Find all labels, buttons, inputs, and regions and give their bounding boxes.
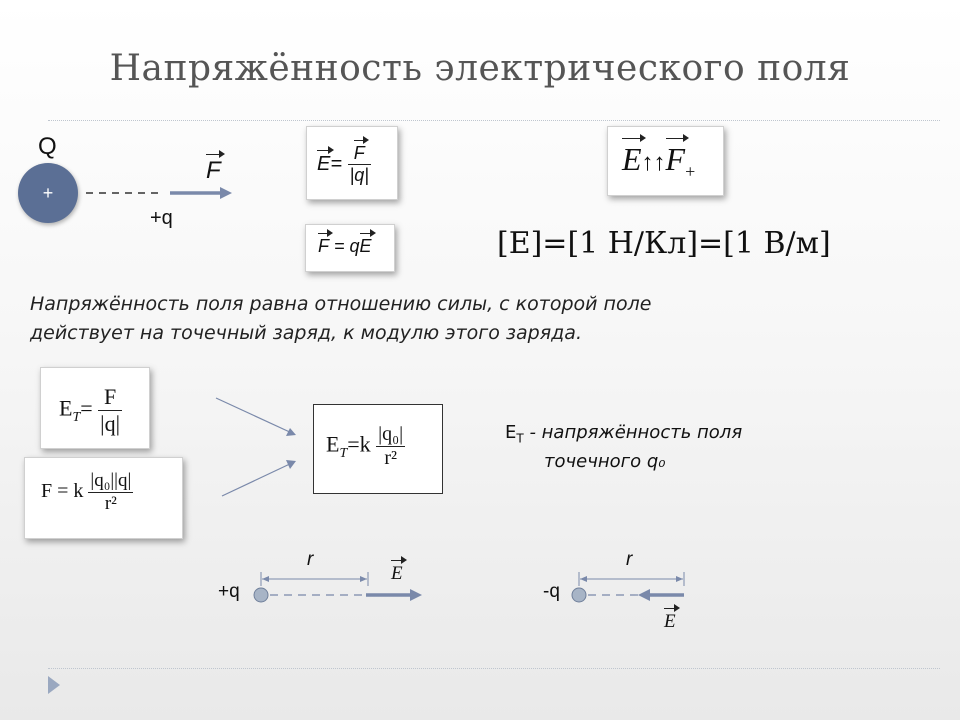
page-title: Напряжённость электрического поля bbox=[109, 48, 851, 89]
source-charge-circle bbox=[18, 163, 78, 223]
negative-test-charge-label: -q bbox=[543, 581, 560, 602]
field-definition-card: E= $\frac{F}{|q|}$ bbox=[306, 126, 398, 200]
next-slide-icon[interactable] bbox=[48, 676, 60, 694]
units-formula: [E]=[1 Н/Кл]=[1 В/м] bbox=[497, 226, 831, 261]
positive-sign: + bbox=[42, 183, 54, 203]
field-annotation: $E_T$ - напряжённость поля bbox=[505, 422, 743, 446]
force-formula-card: F = qE bbox=[305, 224, 395, 272]
footer-divider bbox=[48, 668, 940, 669]
field-scalar-card: $E_T=$ $\frac{F}{|q|}$ bbox=[40, 367, 150, 449]
point-field-box: $E_T=k$ $\frac{\text{|q₀|}}{\text{r²}}$ bbox=[313, 404, 443, 494]
field-label-right: E bbox=[664, 611, 676, 632]
distance-label-left: r bbox=[307, 549, 314, 570]
definition-line: действует на точечный заряд, к модулю этого заряда. bbox=[30, 322, 582, 344]
field-annotation-line2: точечного q₀ bbox=[544, 451, 666, 472]
force-label: F bbox=[206, 157, 221, 184]
definition-text bbox=[30, 290, 850, 348]
field-label-left: E bbox=[391, 563, 403, 584]
definition-line: Напряжённость поля равна отношению силы, с которой поле bbox=[30, 293, 652, 315]
distance-label-right: r bbox=[626, 549, 633, 570]
test-charge-label: +q bbox=[150, 207, 173, 229]
positive-test-charge-label: +q bbox=[218, 581, 240, 602]
title-divider bbox=[48, 120, 940, 121]
converging-arrows bbox=[210, 392, 310, 502]
codirection-card: $E↑↑F_+$ bbox=[607, 126, 724, 196]
positive-charge-diagram bbox=[248, 568, 428, 608]
source-charge-label: Q bbox=[38, 133, 57, 160]
negative-charge-diagram bbox=[568, 568, 698, 608]
coulomb-law-card: F = k $\frac{\text{|q₀||q|}}{\text{r²}}$ bbox=[24, 457, 183, 539]
